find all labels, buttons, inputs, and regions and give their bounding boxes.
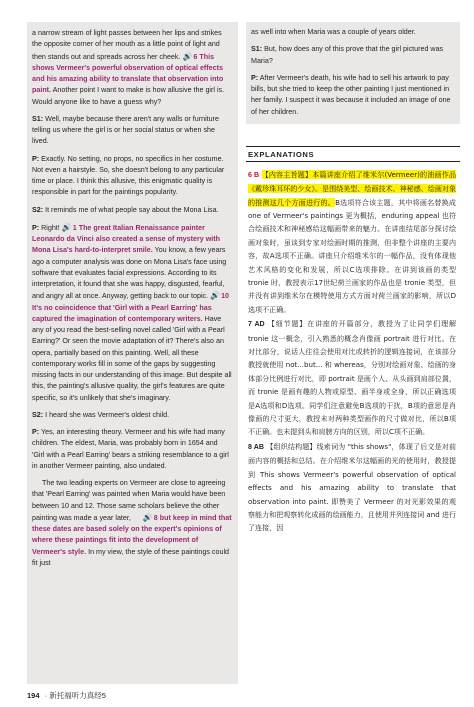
transcript-continuation xyxy=(246,22,460,124)
transcript-paragraph: P: Yes, an interesting theory. Vermeer and his wife had many children. The eldest, Maria, was probably born in 1654 and 'Girl with a Pearl Earring' bears a striking resemblance to a girl in another Vermeer painting, also undated. xyxy=(32,428,229,470)
speaker-label: P: xyxy=(32,428,40,436)
transcript-paragraph: S2: It reminds me of what people say about the Mona Lisa. xyxy=(32,205,219,214)
transcript-paragraph: S2: I heard she was Vermeer's oldest child. xyxy=(32,410,170,419)
explanation-item: 7 AD 【细节题】在讲座的开篇部分，教授为了让同学们理解 tronie 这一概念，引入熟悉的概念肖像画 portrait 进行对比。在对比部分，说话人往往会使用对比或转折的逻辑连接词，在该部分教授就使用 not...but... 和 whereas，分别对绘画对象、绘画的身体部分比例进行对比，即 portrait 是画个人、从头画到肩部位置，而 tronie 是画有趣的人物或原型、画半身或全身，所以正确选项是A选项和D选项。同学们注意避免B选项的干扰，B项的意思是肖像画的尺寸更大，教授未对两种类型画作的尺寸做对比，所以B项不正确。也未提到头和肩膀方向的区别，所以C项不正确。 xyxy=(248,319,456,437)
question-number: 7 AD xyxy=(248,321,265,329)
explanations-heading: EXPLANATIONS xyxy=(246,146,460,162)
page-number: 194 xyxy=(27,691,40,700)
highlighted-explanation: 【内容主旨题】本篇讲座介绍了维米尔(Vermeer)的油画作品《戴珍珠耳环的少女》。是围绕美型、绘画技术、神秘感、绘画对象的推测这几个方面进行的。 xyxy=(248,169,456,207)
highlighted-sentence: It's no coincidence that 'Girl with a Pearl Earring' has captured the imagination of contemporary writers. xyxy=(32,303,212,323)
speaker-label: P: xyxy=(251,73,259,82)
transcript-paragraph: P: Right! 🔊1 The great Italian Renaissance painter Leonardo da Vinci also created a sense of mystery with Mona Lisa's hard-to-interpret smile. You know, a few years ago a computer analysis was done on Mona Lisa's face using software that evaluates facial expressions. According to its interpretation, it found that she was happy, disgusted, fearful, and angry all at once. Anyway, getting back to our topic. 🔊10 It's no coincidence that 'Girl with a Pearl Earring' has captured the imagination of contemporary writers. Have any of you read the best-selling novel called 'Girl with a Pearl Earring?' Or seen the movie adaptation of it? There's also an opera, partially based on this painting. Well, all these contemporary works fill in some of the gaps by suggesting missing facts in our understanding of this image. But despite all this, the painting's allusive quality, the girl's features are quite specific, so it's unlikely that she's imaginary. xyxy=(32,222,232,402)
question-number: 6 B xyxy=(248,171,260,179)
transcript-paragraph: The two leading experts on Vermeer are close to agreeing that 'Pearl Earring' was painted when Maria would have been between 10 and 12. Those same scholars believe the other painting was made a year later, 🔊8 but keep in mind that these dates are based solely on the expert's opinions of where these paintings fit into the development of Vermeer's style. In my view, the style of these paintings could fit just xyxy=(32,479,232,567)
question-number: 8 AB xyxy=(248,443,264,451)
highlighted-sentence: but keep in mind that these dates are based solely on the expert's opinions of where these paintings fit into the development of Vermeer's style. xyxy=(32,513,232,556)
transcript-left-column xyxy=(27,22,238,684)
speaker-label: S2: xyxy=(32,410,44,419)
explanation-item: 6 B 【内容主旨题】本篇讲座介绍了维米尔(Vermeer)的油画作品《戴珍珠耳环的少女》。是围绕美型、绘画技术、神秘感、绘画对象的推测这几个方面进行的。B选项符合该主题，其中将画名替换成 one of Vermeer's paintings 更为概括，enduring appeal 也符合绘画技术和神秘感给这幅画带来的魅力。在讲座结尾部分探讨绘画对象时，虽谈到专家对绘画时期的推测，但非整个讲座的主要内容，故A选项不正确。讲座只介绍维米尔的一幅作品，没有体现他艺术风格的变化和发展，所以C选项排除。在讲到该画的类型 tronie 时，教授表示17世纪荷兰画家的作品也是 tronie 类型，但并没有讲到维米尔在模特使用方式方面对荷兰画家的影响，所以D选项不正确。 xyxy=(248,169,456,314)
transcript-paragraph: S1: But, how does any of this prove that the girl pictured was Maria? xyxy=(251,45,444,65)
speaker-label: P: xyxy=(32,223,40,232)
speaker-label: S2: xyxy=(32,205,44,214)
explanations-body xyxy=(246,162,460,535)
speaker-label: S1: xyxy=(251,45,263,54)
transcript-paragraph: S1: Well, maybe because there aren't any walls or furniture telling us where the girl is or her social status or when she lived. xyxy=(32,114,219,146)
explanation-item: 8 AB 【组织结构题】线索词为 "this shows"，体现了后文是对前面内容的概括和总结。在介绍维米尔这幅画的光的使用时，教授提到 This shows Vermeer's powerful observation of optical effects and his amazing ability to translate that observation into paint. 即赞美了 Vermeer 的对光影效果的观察能力和把观察转化成画的绘画能力，且使用并列连接词 and 进行了连接，因 xyxy=(248,441,457,533)
page-footer xyxy=(27,690,106,701)
transcript-paragraph: a narrow stream of light passes between her lips and strikes the opposite corner of her mouth as a little point of light and then stands out and spreads across her cheek. 🔊6 This shows Vermeer's powerful observation of optical effects and his amazing ability to translate that observation into paint. Another point I want to make is how allusive the girl is. Would anyone like to have a guess why? xyxy=(32,29,225,106)
footer-separator: · xyxy=(44,691,48,700)
question-marker-icon: 🔊 xyxy=(61,222,72,232)
book-title: 新托福听力真经5 xyxy=(49,691,106,700)
highlighted-sentence: This shows Vermeer's powerful observation of optical effects and his amazing ability to translate that observation into paint. xyxy=(32,52,224,95)
speaker-label: P: xyxy=(32,154,40,163)
speaker-label: S1: xyxy=(32,114,44,123)
transcript-paragraph: P: After Vermeer's death, his wife had to sell his artwork to pay bills, but she tried to keep the other painting I just mentioned in her family. I suspect it was because it included an image of one of her children. xyxy=(251,73,451,116)
right-column xyxy=(246,22,460,684)
question-marker-icon: 🔊 xyxy=(210,291,221,301)
question-marker-icon: 🔊 xyxy=(142,512,153,522)
highlighted-sentence: The great Italian Renaissance painter Leonardo da Vinci also created a sense of mystery with Mona Lisa's hard-to-interpret smile. xyxy=(32,223,220,255)
question-marker-icon: 🔊 xyxy=(182,51,193,61)
transcript-paragraph: as well into when Maria was a couple of years older. xyxy=(251,28,416,36)
transcript-paragraph: P: Exactly. No setting, no props, no specifics in her costume. Not even a hairstyle. So, she doesn't belong to any particular time or place. I think this allusive, this enigmatic quality is responsible in part for the paintings popularity. xyxy=(32,154,225,197)
